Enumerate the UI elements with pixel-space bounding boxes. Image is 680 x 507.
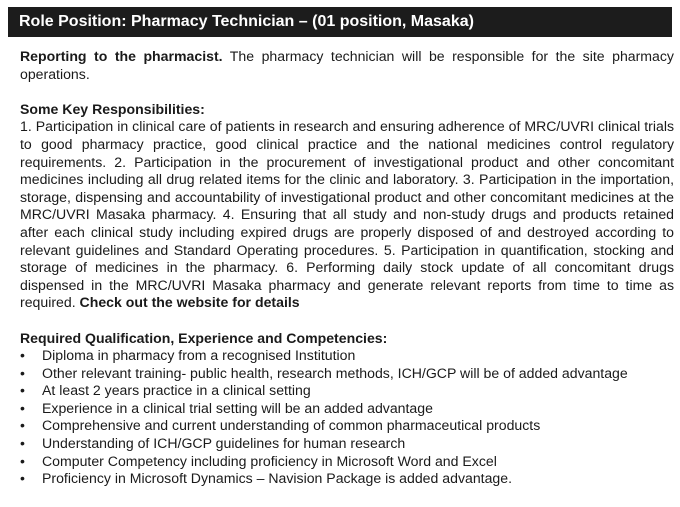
list-item: • Comprehensive and current understanding of common pharmaceutical products: [20, 417, 541, 434]
bullet-icon: •: [20, 417, 25, 434]
qualifications-heading: Required Qualification, Experience and Competencies:: [20, 329, 388, 346]
role-title: Role Position: Pharmacy Technician – (01 position, Masaka): [19, 13, 474, 30]
list-item: • Diploma in pharmacy from a recognised Institution: [20, 347, 356, 364]
list-item: • Other relevant training- public health, research methods, ICH/GCP will be of added advantage: [20, 364, 628, 381]
role-title-bar: [8, 7, 672, 37]
bullet-icon: •: [20, 382, 25, 399]
list-item: • At least 2 years practice in a clinical setting: [20, 382, 311, 399]
advert-body: [20, 48, 674, 488]
bullet-icon: •: [20, 364, 25, 381]
list-item: • Experience in a clinical trial setting will be an added advantage: [20, 399, 433, 416]
reporting-lead: Reporting to the pharmacist.: [20, 48, 223, 64]
list-item: • Proficiency in Microsoft Dynamics – Navision Package is added advantage.: [20, 470, 513, 487]
responsibilities-text: [20, 118, 674, 312]
reporting-text: The pharmacy technician will be responsible for the site pharmacy operations.: [20, 48, 674, 82]
qualifications-list: [20, 347, 674, 488]
responsibilities-body: 1. Participation in clinical care of patients in research and ensuring adherence of MRC/UVRI clinical trials to good pharmacy practice, good clinical practice and the national medicines control regulatory requirements. 2. Participation in the procurement of investigational product and other concomitant medicines including all drug related items for the clinic and laboratory. 3. Participation in the importation, storage, dispensing and accountability of investigational product and other concomitant medicines at the MRC/UVRI Masaka pharmacy. 4. Ensuring that all study and non-study drugs and products retained after each clinical study including expired drugs are properly disposed of and destroyed according to relevant guidelines and Standard Operating procedures. 5. Participation in quantification, stocking and storage of medicines in the pharmacy. 6. Performing daily stock update of all concomitant drugs dispensed in the MRC/UVRI Masaka pharmacy and generate relevant reports from time to time as required.: [20, 118, 674, 311]
bullet-icon: •: [20, 347, 25, 364]
bullet-icon: •: [20, 435, 25, 452]
reporting-paragraph: [20, 48, 674, 83]
list-item: • Understanding of ICH/GCP guidelines for human research: [20, 435, 406, 452]
website-link[interactable]: Check out the website for details: [79, 294, 300, 311]
list-item: • Computer Competency including proficiency in Microsoft Word and Excel: [20, 452, 497, 469]
responsibilities-heading: Some Key Responsibilities:: [20, 100, 205, 117]
bullet-icon: •: [20, 470, 25, 487]
bullet-icon: •: [20, 452, 25, 469]
bullet-icon: •: [20, 399, 25, 416]
